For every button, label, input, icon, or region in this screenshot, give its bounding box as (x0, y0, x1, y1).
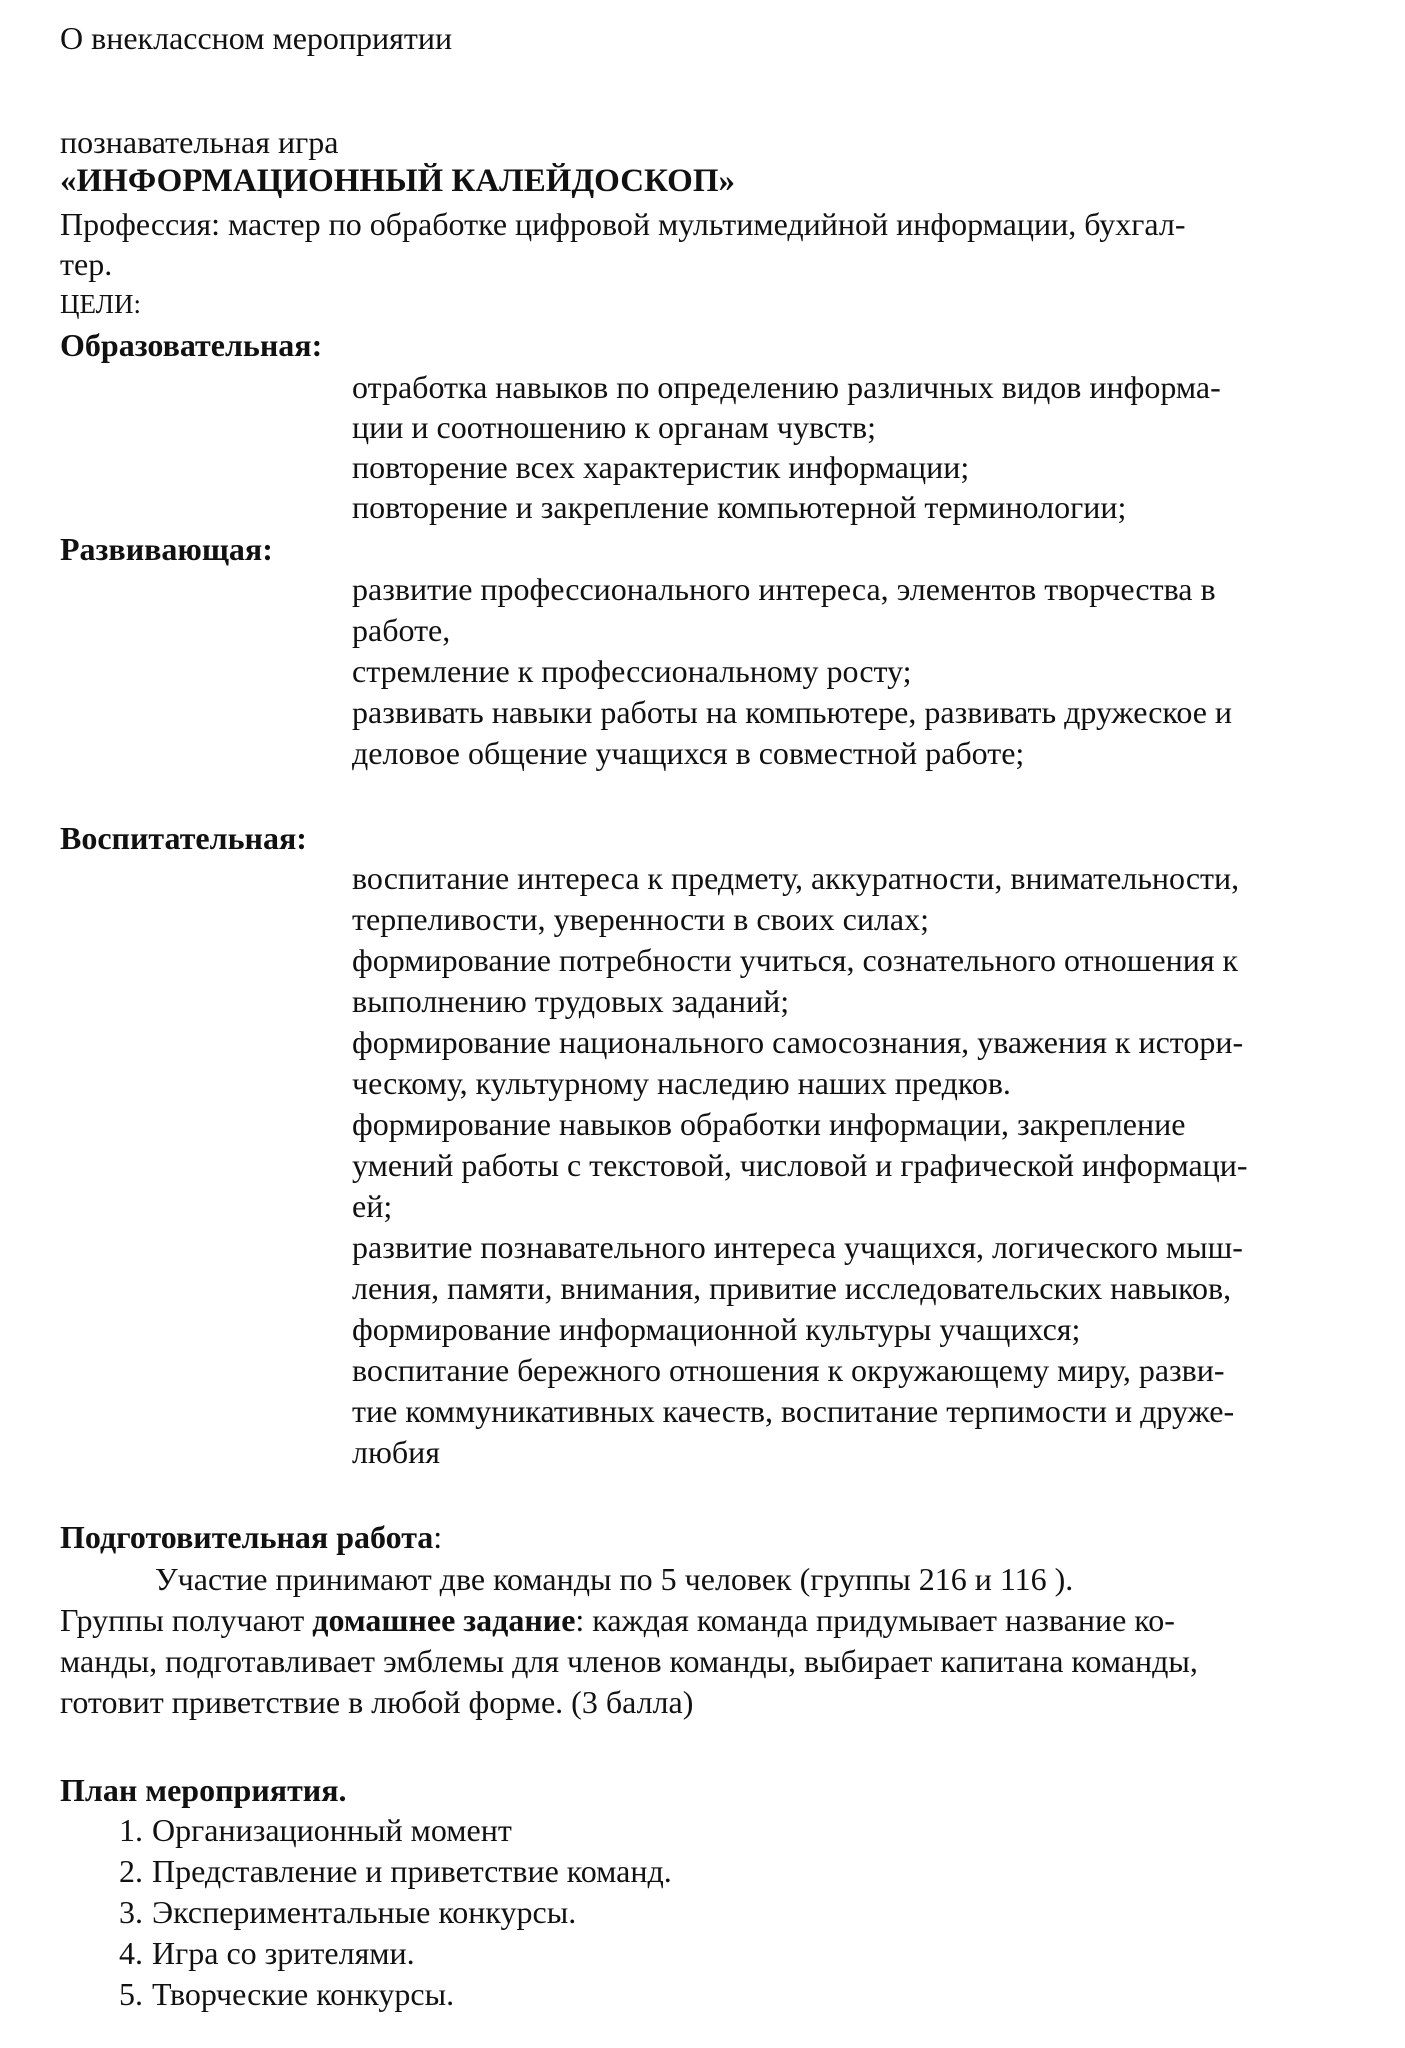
upbringing-line: формирование информационной культуры учащихся; (352, 1311, 1081, 1347)
upbringing-line: воспитание бережного отношения к окружающему миру, разви- (352, 1352, 1225, 1388)
preparation-line: манды, подготавливает эмблемы для членов команды, выбирает капитана команды, (60, 1643, 1198, 1679)
upbringing-line: терпеливости, уверенности в своих силах; (352, 901, 930, 937)
game-kind: познавательная игра (60, 124, 339, 160)
homework-bold: домашнее задание (312, 1602, 576, 1638)
developing-heading: Развивающая: (60, 531, 273, 567)
upbringing-heading: Воспитательная: (60, 820, 307, 856)
homework-rest: : каждая команда придумывает название ко- (575, 1602, 1175, 1638)
list-item-number: 4. (119, 1935, 143, 1971)
developing-line: стремление к профессиональному росту; (352, 653, 912, 689)
list-item-text: Организационный момент (152, 1812, 512, 1848)
preparation-heading: Подготовительная работа (60, 1519, 434, 1555)
educational-heading: Образовательная: (60, 327, 323, 363)
plan-heading: План мероприятия. (60, 1772, 347, 1808)
developing-line: деловое общение учащихся в совместной работе; (352, 735, 1025, 771)
upbringing-line: формирование национального самосознания, уважения к истори- (352, 1024, 1244, 1060)
educational-line: повторение и закрепление компьютерной терминологии; (352, 489, 1127, 525)
preparation-participants: Участие принимают две команды по 5 человек (группы 216 и 116 ). (155, 1561, 1074, 1597)
list-item-number: 2. (119, 1853, 143, 1889)
upbringing-line: ления, памяти, внимания, привитие исследовательских навыков, (352, 1270, 1232, 1306)
upbringing-line: ей; (352, 1188, 393, 1224)
upbringing-line: воспитание интереса к предмету, аккуратности, внимательности, (352, 860, 1240, 896)
upbringing-line: тие коммуникативных качеств, воспитание терпимости и друже- (352, 1393, 1235, 1429)
upbringing-line: формирование навыков обработки информации, закрепление (352, 1106, 1186, 1142)
list-item-text: Творческие конкурсы. (152, 1976, 455, 2012)
upbringing-line: умений работы с текстовой, числовой и графической информаци- (352, 1147, 1248, 1183)
developing-line: развивать навыки работы на компьютере, развивать дружеское и (352, 694, 1233, 730)
profession-line-1: Профессия: мастер по обработке цифровой мультимедийной информации, бухгал- (60, 206, 1186, 242)
upbringing-line: развитие познавательного интереса учащихся, логического мыш- (352, 1229, 1243, 1265)
educational-line: отработка навыков по определению различных видов информа- (352, 369, 1221, 405)
preparation-line: готовит приветствие в любой форме. (3 балла) (60, 1684, 694, 1720)
educational-line: повторение всех характеристик информации; (352, 449, 970, 485)
list-item-text: Игра со зрителями. (152, 1935, 415, 1971)
developing-line: развитие профессионального интереса, элементов творчества в (352, 571, 1216, 607)
document-topic: О внеклассном мероприятии (60, 20, 453, 56)
upbringing-line: формирование потребности учиться, сознательного отношения к (352, 942, 1239, 978)
list-item-number: 5. (119, 1976, 143, 2012)
developing-line: работе, (352, 612, 451, 648)
list-item-text: Представление и приветствие команд. (152, 1853, 672, 1889)
preparation-heading-line (60, 1517, 442, 1557)
list-item-number: 1. (119, 1812, 143, 1848)
goals-label: ЦЕЛИ: (60, 289, 141, 319)
list-item-text: Экспериментальные конкурсы. (152, 1894, 577, 1930)
upbringing-line: ческому, культурному наследию наших предков. (352, 1065, 1011, 1101)
list-item-number: 3. (119, 1894, 143, 1930)
homework-prefix: Группы получают (60, 1602, 313, 1638)
upbringing-line: любия (352, 1434, 440, 1470)
educational-line: ции и соотношению к органам чувств; (352, 409, 877, 445)
profession-line-2: тер. (60, 246, 113, 282)
upbringing-line: выполнению трудовых заданий; (352, 983, 790, 1019)
preparation-homework-line (60, 1600, 1175, 1640)
preparation-heading-colon: : (433, 1519, 443, 1555)
game-title: «ИНФОРМАЦИОННЫЙ КАЛЕЙДОСКОП» (60, 163, 736, 199)
